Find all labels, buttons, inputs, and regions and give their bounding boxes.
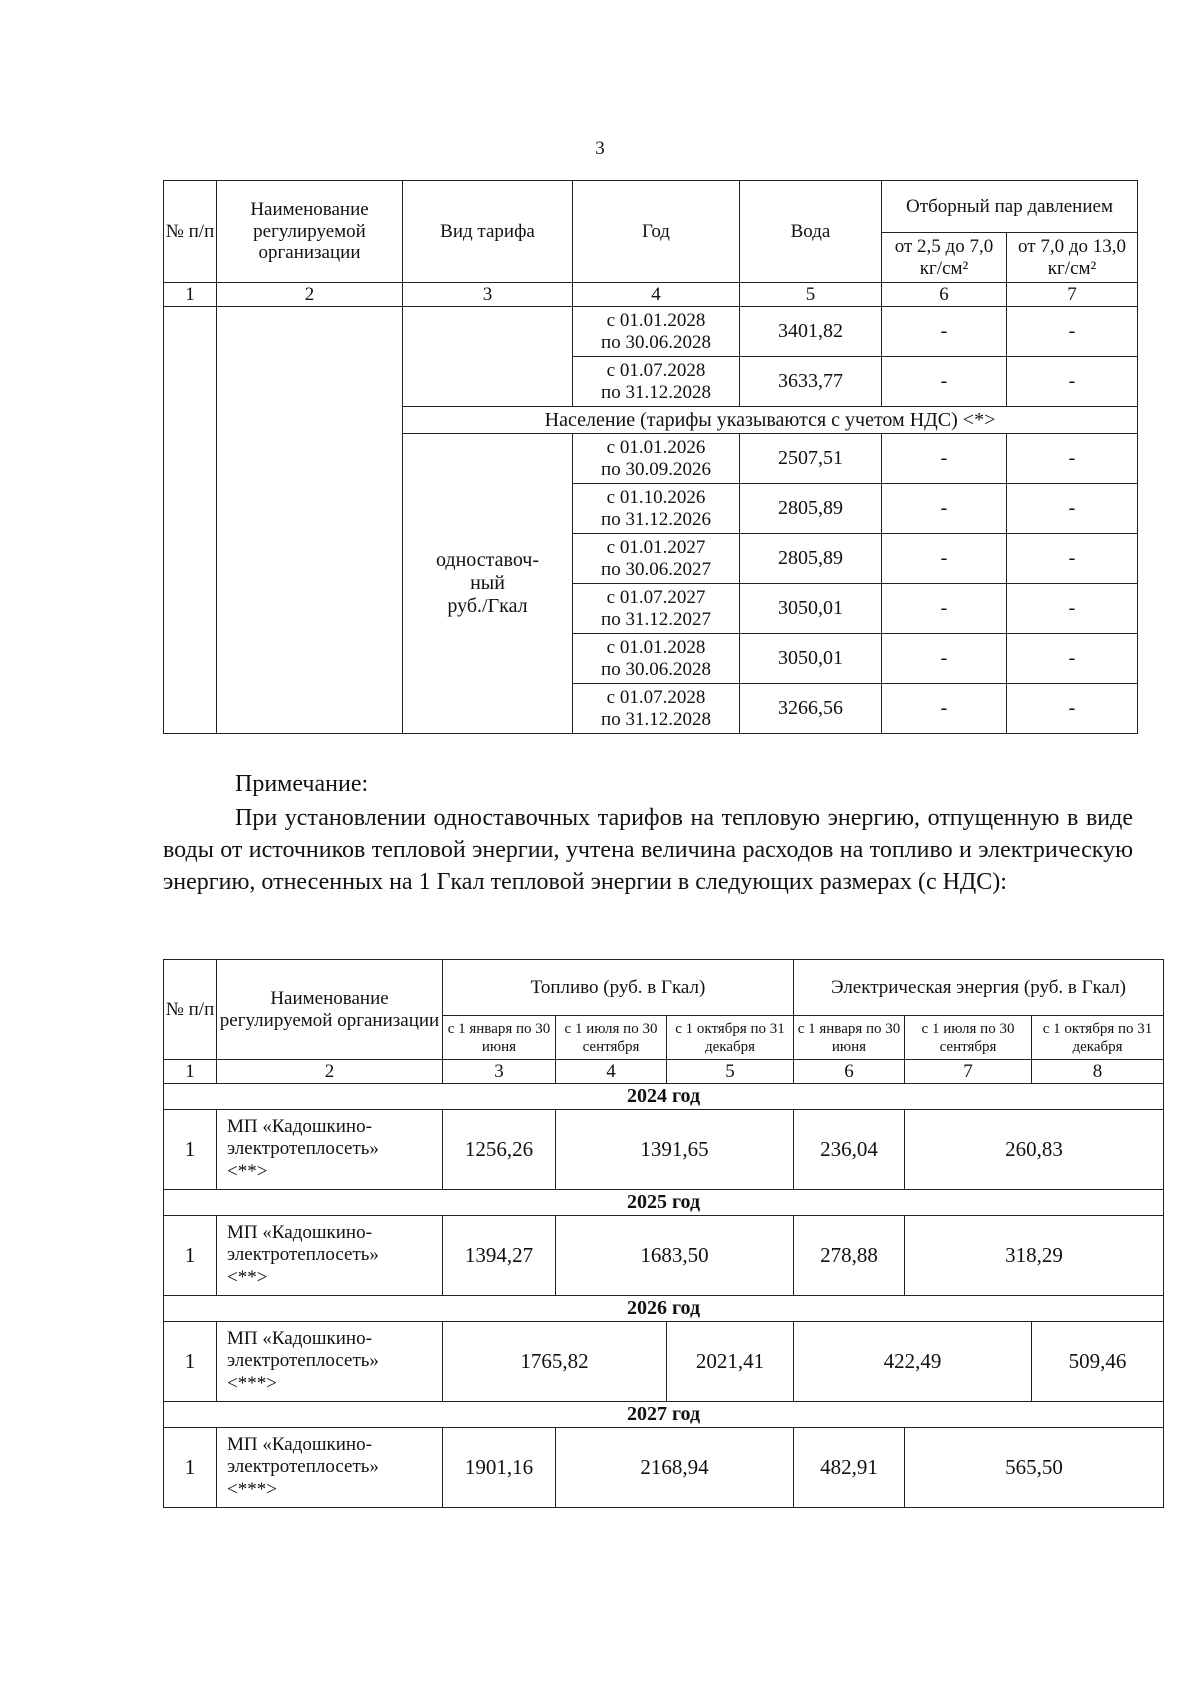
- electricity-value: 509,46: [1032, 1322, 1164, 1402]
- empty-num-cell: [164, 307, 217, 734]
- header-org: Наименование регулируемой организации: [217, 181, 403, 283]
- period-cell: с 01.01.2026 по 30.09.2026: [573, 434, 740, 484]
- period-cell: с 01.01.2028 по 30.06.2028: [573, 307, 740, 357]
- col-number: 7: [1007, 283, 1138, 307]
- water-tariff-table: [163, 180, 1138, 734]
- col-number: 5: [667, 1060, 794, 1084]
- col-number: 6: [882, 283, 1007, 307]
- steam-low-value: -: [882, 684, 1007, 734]
- period-cell: с 01.07.2028 по 31.12.2028: [573, 684, 740, 734]
- col-number: 4: [573, 283, 740, 307]
- row-num: 1: [164, 1428, 217, 1508]
- header-tariff-type: Вид тарифа: [403, 181, 573, 283]
- electricity-value: 565,50: [905, 1428, 1164, 1508]
- steam-low-value: -: [882, 634, 1007, 684]
- header-steam: Отборный пар давлением: [882, 181, 1138, 233]
- header-steam-high: от 7,0 до 13,0 кг/см²: [1007, 233, 1138, 283]
- water-value: 3266,56: [740, 684, 882, 734]
- year-header: 2027 год: [164, 1402, 1164, 1428]
- electricity-value: 482,91: [794, 1428, 905, 1508]
- empty-org-cell: [217, 307, 403, 734]
- row-num: 1: [164, 1322, 217, 1402]
- period-cell: с 01.07.2027 по 31.12.2027: [573, 584, 740, 634]
- header-steam-low: от 2,5 до 7,0 кг/см²: [882, 233, 1007, 283]
- steam-low-value: -: [882, 434, 1007, 484]
- steam-high-value: -: [1007, 357, 1138, 407]
- fuel-value: 1683,50: [556, 1216, 794, 1296]
- col-number: 7: [905, 1060, 1032, 1084]
- header-period: с 1 января по 30 июня: [443, 1016, 556, 1060]
- col-number: 4: [556, 1060, 667, 1084]
- row-num: 1: [164, 1110, 217, 1190]
- steam-low-value: -: [882, 307, 1007, 357]
- table-row: [164, 1322, 1164, 1402]
- water-value: 3050,01: [740, 584, 882, 634]
- fuel-value: 1256,26: [443, 1110, 556, 1190]
- org-name: МП «Кадошкино- электротеплосеть» <**>: [217, 1110, 443, 1190]
- org-name: МП «Кадошкино- электротеплосеть» <**>: [217, 1216, 443, 1296]
- steam-high-value: -: [1007, 634, 1138, 684]
- electricity-value: 260,83: [905, 1110, 1164, 1190]
- col-number: 1: [164, 1060, 217, 1084]
- fuel-value: 1901,16: [443, 1428, 556, 1508]
- period-cell: с 01.01.2027 по 30.06.2027: [573, 534, 740, 584]
- period-cell: с 01.01.2028 по 30.06.2028: [573, 634, 740, 684]
- tariff-type-cell: одноставоч- ный руб./Гкал: [403, 434, 573, 734]
- col-number: 1: [164, 283, 217, 307]
- table-row: [164, 1428, 1164, 1508]
- water-value: 3401,82: [740, 307, 882, 357]
- header-fuel: Топливо (руб. в Гкал): [443, 960, 794, 1016]
- electricity-value: 236,04: [794, 1110, 905, 1190]
- fuel-value: 1765,82: [443, 1322, 667, 1402]
- water-value: 3633,77: [740, 357, 882, 407]
- electricity-value: 422,49: [794, 1322, 1032, 1402]
- col-number: 5: [740, 283, 882, 307]
- header-year: Год: [573, 181, 740, 283]
- period-cell: с 01.10.2026 по 31.12.2026: [573, 484, 740, 534]
- header-period: с 1 октября по 31 декабря: [667, 1016, 794, 1060]
- year-header: 2024 год: [164, 1084, 1164, 1110]
- steam-low-value: -: [882, 484, 1007, 534]
- header-period: с 1 июля по 30 сентября: [905, 1016, 1032, 1060]
- header-period: с 1 июля по 30 сентября: [556, 1016, 667, 1060]
- header-org: Наименование регулируемой организации: [217, 960, 443, 1060]
- population-section-label: Население (тарифы указываются с учетом НДС) <*>: [403, 407, 1138, 434]
- empty-tariff-cell: [403, 307, 573, 407]
- note-body: При установлении одноставочных тарифов на тепловую энергию, отпущенную в виде воды от источников тепловой энергии, учтена величина расходов на топливо и электрическую энергию, отнесенных на 1 Гкал тепловой энергии в следующих размерах (с НДС):: [163, 805, 1133, 895]
- steam-low-value: -: [882, 584, 1007, 634]
- electricity-value: 318,29: [905, 1216, 1164, 1296]
- steam-low-value: -: [882, 357, 1007, 407]
- header-water: Вода: [740, 181, 882, 283]
- table-row: [164, 1110, 1164, 1190]
- steam-high-value: -: [1007, 307, 1138, 357]
- water-value: 2805,89: [740, 484, 882, 534]
- col-number: 6: [794, 1060, 905, 1084]
- period-cell: с 01.07.2028 по 31.12.2028: [573, 357, 740, 407]
- steam-high-value: -: [1007, 534, 1138, 584]
- org-name: МП «Кадошкино- электротеплосеть» <***>: [217, 1428, 443, 1508]
- row-num: 1: [164, 1216, 217, 1296]
- fuel-value: 2168,94: [556, 1428, 794, 1508]
- col-number: 2: [217, 1060, 443, 1084]
- col-number: 2: [217, 283, 403, 307]
- year-header: 2026 год: [164, 1296, 1164, 1322]
- steam-high-value: -: [1007, 484, 1138, 534]
- header-period: с 1 октября по 31 декабря: [1032, 1016, 1164, 1060]
- fuel-value: 1394,27: [443, 1216, 556, 1296]
- org-name: МП «Кадошкино- электротеплосеть» <***>: [217, 1322, 443, 1402]
- electricity-value: 278,88: [794, 1216, 905, 1296]
- table-row: [164, 1216, 1164, 1296]
- year-header: 2025 год: [164, 1190, 1164, 1216]
- water-value: 3050,01: [740, 634, 882, 684]
- fuel-electricity-table: [163, 959, 1164, 1508]
- note-title: Примечание:: [235, 771, 369, 797]
- fuel-value: 2021,41: [667, 1322, 794, 1402]
- header-num: № п/п: [164, 181, 217, 283]
- table-row: [164, 307, 1138, 357]
- water-value: 2507,51: [740, 434, 882, 484]
- steam-high-value: -: [1007, 584, 1138, 634]
- col-number: 3: [403, 283, 573, 307]
- col-number: 3: [443, 1060, 556, 1084]
- header-num: № п/п: [164, 960, 217, 1060]
- steam-low-value: -: [882, 534, 1007, 584]
- steam-high-value: -: [1007, 684, 1138, 734]
- steam-high-value: -: [1007, 434, 1138, 484]
- header-period: с 1 января по 30 июня: [794, 1016, 905, 1060]
- fuel-value: 1391,65: [556, 1110, 794, 1190]
- col-number: 8: [1032, 1060, 1164, 1084]
- water-value: 2805,89: [740, 534, 882, 584]
- page-number: 3: [595, 138, 605, 159]
- header-electricity: Электрическая энергия (руб. в Гкал): [794, 960, 1164, 1016]
